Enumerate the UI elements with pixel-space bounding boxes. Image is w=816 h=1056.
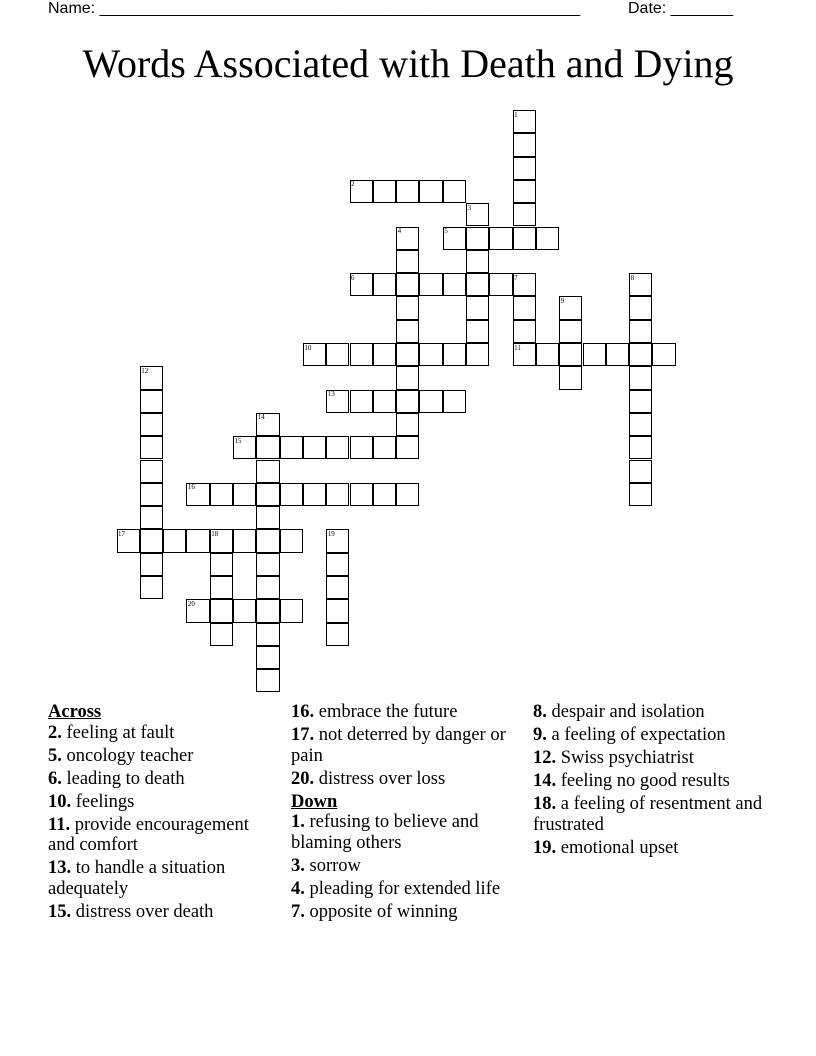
clue-number: 20. <box>291 768 315 789</box>
grid-cell[interactable] <box>396 320 419 343</box>
clue-number-label: 11 <box>514 343 521 352</box>
grid-cell[interactable] <box>373 180 396 203</box>
clue-text: despair and isolation <box>551 702 705 722</box>
clue-number: 4. <box>291 878 305 899</box>
clue-text: refusing to believe and blaming others <box>291 812 479 853</box>
clue-number: 3. <box>291 855 305 876</box>
clue-item <box>533 748 783 769</box>
grid-cell[interactable] <box>373 436 396 459</box>
grid-cell[interactable] <box>280 599 303 622</box>
grid-cell[interactable] <box>559 320 582 343</box>
clue-number: 16. <box>291 702 315 722</box>
grid-cell[interactable] <box>326 436 349 459</box>
clue-number: 17. <box>291 725 315 745</box>
grid-cell[interactable] <box>140 553 163 576</box>
grid-cell[interactable] <box>280 483 303 506</box>
grid-cell[interactable] <box>513 133 536 156</box>
clue-item <box>48 902 278 923</box>
grid-cell[interactable] <box>489 273 512 296</box>
grid-cell[interactable] <box>256 599 279 622</box>
clue-number-label: 2 <box>351 180 355 189</box>
clue-item <box>291 856 521 877</box>
clue-number: 10. <box>48 791 72 812</box>
grid-cell[interactable] <box>233 483 256 506</box>
grid-cell[interactable] <box>326 623 349 646</box>
date-field[interactable]: Date: _______ <box>628 0 733 17</box>
grid-cell[interactable] <box>629 343 652 366</box>
clue-number-label: 10 <box>304 343 312 352</box>
grid-cell[interactable] <box>350 483 373 506</box>
clue-number-label: 8 <box>630 273 635 282</box>
grid-cell[interactable] <box>559 366 582 389</box>
clue-item <box>48 792 278 813</box>
grid-cell[interactable] <box>373 390 396 413</box>
clue-text: not deterred by danger or pain <box>291 725 506 766</box>
clue-number: 9. <box>533 725 547 745</box>
grid-cell[interactable] <box>629 390 652 413</box>
clue-text: feeling no good results <box>560 771 730 791</box>
grid-cell[interactable] <box>256 506 279 529</box>
clue-item <box>533 794 783 835</box>
clue-column-2 <box>291 702 521 925</box>
grid-cell[interactable] <box>443 273 466 296</box>
grid-cell[interactable] <box>256 483 279 506</box>
grid-cell[interactable] <box>396 296 419 319</box>
clue-number: 2. <box>48 722 62 743</box>
clue-number-label: 5 <box>444 227 448 235</box>
grid-cell[interactable] <box>629 436 652 459</box>
clue-text: Swiss psychiatrist <box>560 748 694 768</box>
clue-number: 12. <box>533 748 557 768</box>
clue-number: 11. <box>48 814 71 835</box>
clue-text: pleading for extended life <box>309 878 501 899</box>
clue-number-label: 16 <box>187 483 195 492</box>
clue-number-label: 7 <box>514 273 518 282</box>
clue-item <box>48 769 278 790</box>
grid-cell[interactable] <box>140 460 163 483</box>
grid-cell[interactable] <box>513 320 536 343</box>
clue-item <box>533 838 783 859</box>
grid-cell[interactable] <box>256 669 279 692</box>
clue-text: distress over death <box>75 901 214 922</box>
clue-text: provide encouragement and comfort <box>48 814 249 855</box>
clue-text: oncology teacher <box>66 745 194 766</box>
clue-item <box>533 771 783 792</box>
grid-cell[interactable] <box>513 180 536 203</box>
grid-cell[interactable] <box>466 296 489 319</box>
grid-cell[interactable] <box>303 436 326 459</box>
grid-cell[interactable] <box>326 483 349 506</box>
clue-number: 14. <box>533 771 557 791</box>
grid-cell[interactable] <box>629 413 652 436</box>
grid-cell[interactable] <box>559 343 582 366</box>
grid-cell[interactable] <box>256 460 279 483</box>
clue-text: embrace the future <box>318 702 458 722</box>
grid-cell[interactable] <box>140 436 163 459</box>
grid-cell[interactable] <box>140 529 163 552</box>
clue-number: 18. <box>533 794 557 814</box>
clue-number-label: 1 <box>514 110 518 119</box>
grid-cell[interactable] <box>629 483 652 506</box>
clue-text: emotional upset <box>560 837 679 858</box>
clue-item <box>291 812 521 853</box>
grid-cell[interactable] <box>350 343 373 366</box>
grid-cell[interactable] <box>233 599 256 622</box>
grid-cell[interactable] <box>373 343 396 366</box>
grid-cell[interactable] <box>163 529 186 552</box>
clue-text: feeling at fault <box>66 722 175 743</box>
grid-cell[interactable] <box>256 623 279 646</box>
clue-number: 13. <box>48 858 72 878</box>
grid-cell[interactable] <box>419 180 442 203</box>
grid-cell[interactable] <box>629 320 652 343</box>
grid-cell[interactable] <box>396 366 419 389</box>
grid-cell[interactable] <box>536 343 559 366</box>
clue-text: leading to death <box>66 768 185 789</box>
grid-cell[interactable] <box>466 343 489 366</box>
clue-number: 8. <box>533 702 547 722</box>
grid-cell[interactable] <box>210 553 233 576</box>
grid-cell[interactable] <box>326 576 349 599</box>
clue-number-label: 9 <box>560 296 565 305</box>
clue-number-label: 13 <box>327 390 335 399</box>
clue-number-label: 6 <box>351 273 355 282</box>
clue-text: sorrow <box>309 855 361 876</box>
grid-cell[interactable] <box>513 227 536 250</box>
clue-number: 5. <box>48 745 62 766</box>
clue-number: 7. <box>291 901 305 922</box>
clue-number-label: 3 <box>467 203 471 212</box>
grid-cell[interactable] <box>280 436 303 459</box>
clue-text: a feeling of resentment and frustrated <box>533 794 763 835</box>
grid-cell[interactable] <box>606 343 629 366</box>
grid-cell[interactable] <box>256 553 279 576</box>
grid-cell[interactable] <box>350 436 373 459</box>
grid-cell[interactable] <box>466 227 489 250</box>
grid-cell[interactable] <box>140 390 163 413</box>
clue-number-label: 19 <box>327 529 335 538</box>
clue-number: 1. <box>291 812 305 832</box>
grid-cell[interactable] <box>396 413 419 436</box>
grid-cell[interactable] <box>583 343 606 366</box>
grid-cell[interactable] <box>396 390 419 413</box>
grid-cell[interactable] <box>140 506 163 529</box>
grid-cell[interactable] <box>210 576 233 599</box>
clue-column-3 <box>533 702 783 861</box>
grid-cell[interactable] <box>513 203 536 226</box>
grid-cell[interactable] <box>419 390 442 413</box>
grid-cell[interactable] <box>419 343 442 366</box>
name-field[interactable]: Name: ______________________________________________________ <box>48 0 581 17</box>
grid-cell[interactable] <box>466 273 489 296</box>
clue-number-label: 15 <box>234 436 242 445</box>
grid-cell[interactable] <box>443 390 466 413</box>
grid-cell[interactable] <box>256 436 279 459</box>
grid-cell[interactable] <box>210 483 233 506</box>
clue-number: 6. <box>48 768 62 789</box>
down-heading: Down <box>291 791 338 812</box>
grid-cell[interactable] <box>489 227 512 250</box>
grid-cell[interactable] <box>419 273 442 296</box>
grid-cell[interactable] <box>210 599 233 622</box>
grid-cell[interactable] <box>140 413 163 436</box>
grid-cell[interactable] <box>210 623 233 646</box>
clue-text: distress over loss <box>318 768 446 789</box>
grid-cell[interactable] <box>256 646 279 669</box>
clue-number-label: 18 <box>211 529 219 538</box>
grid-cell[interactable] <box>443 343 466 366</box>
grid-cell[interactable] <box>256 529 279 552</box>
clue-item <box>533 725 783 746</box>
grid-cell[interactable] <box>373 483 396 506</box>
grid-cell[interactable] <box>256 576 279 599</box>
clue-text: feelings <box>75 791 135 812</box>
grid-cell[interactable] <box>350 390 373 413</box>
clue-item <box>48 815 278 856</box>
clue-item <box>291 769 521 790</box>
grid-cell[interactable] <box>396 343 419 366</box>
clue-number-label: 20 <box>187 599 195 608</box>
clue-item <box>48 746 278 767</box>
grid-cell[interactable] <box>536 227 559 250</box>
grid-cell[interactable] <box>629 366 652 389</box>
grid-cell[interactable] <box>513 296 536 319</box>
clue-item <box>533 702 783 723</box>
grid-cell[interactable] <box>373 273 396 296</box>
clue-number-label: 12 <box>141 366 149 375</box>
grid-cell[interactable] <box>513 157 536 180</box>
grid-cell[interactable] <box>186 529 209 552</box>
clue-item <box>48 723 278 744</box>
clue-column-1 <box>48 702 278 925</box>
clue-item <box>291 725 521 766</box>
grid-cell[interactable] <box>233 529 256 552</box>
grid-cell[interactable] <box>652 343 675 366</box>
clue-number-label: 4 <box>397 227 402 235</box>
grid-cell[interactable] <box>629 460 652 483</box>
clue-item <box>48 858 278 899</box>
grid-cell[interactable] <box>140 576 163 599</box>
clue-number: 15. <box>48 901 72 922</box>
grid-cell[interactable] <box>396 180 419 203</box>
clue-text: opposite of winning <box>309 901 458 922</box>
grid-cell[interactable] <box>396 273 419 296</box>
across-heading: Across <box>48 702 102 722</box>
grid-cell[interactable] <box>140 483 163 506</box>
clue-number-label: 14 <box>257 413 265 422</box>
clue-item <box>291 879 521 900</box>
grid-cell[interactable] <box>396 436 419 459</box>
clue-item <box>291 702 521 723</box>
grid-cell[interactable] <box>443 180 466 203</box>
clue-item <box>291 902 521 923</box>
grid-cell[interactable] <box>326 343 349 366</box>
clue-number: 19. <box>533 837 557 858</box>
grid-cell[interactable] <box>396 483 419 506</box>
grid-cell[interactable] <box>466 250 489 273</box>
grid-cell[interactable] <box>396 250 419 273</box>
grid-cell[interactable] <box>280 529 303 552</box>
grid-cell[interactable] <box>326 553 349 576</box>
clue-number-label: 17 <box>118 529 125 538</box>
grid-cell[interactable] <box>629 296 652 319</box>
grid-cell[interactable] <box>326 599 349 622</box>
page-title: Words Associated with Death and Dying <box>82 41 734 86</box>
clue-text: to handle a situation adequately <box>48 858 226 899</box>
grid-cell[interactable] <box>303 483 326 506</box>
grid-cell[interactable] <box>466 320 489 343</box>
clue-text: a feeling of expectation <box>551 725 726 745</box>
